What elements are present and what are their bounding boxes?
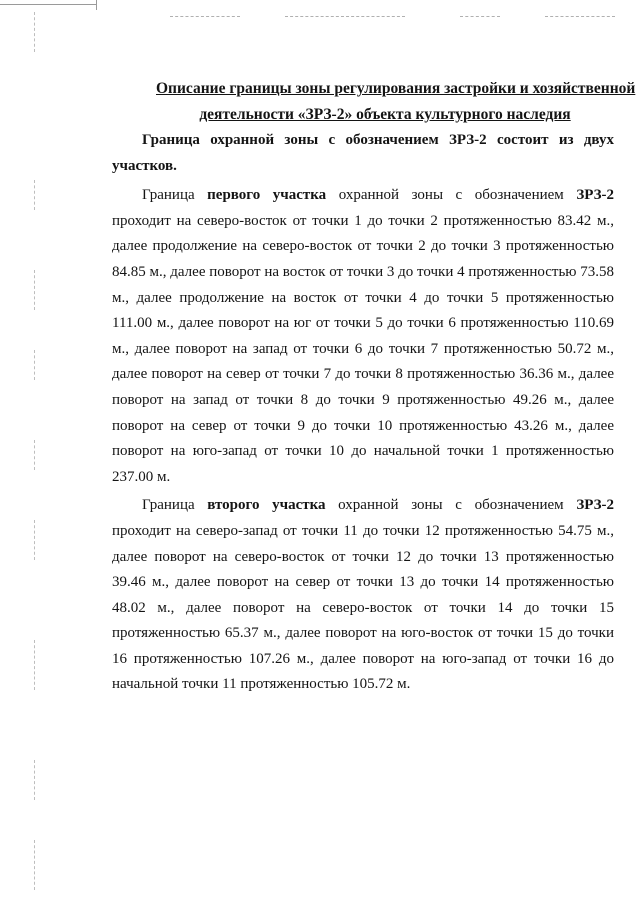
section-2-zone-code: ЗРЗ-2	[576, 497, 614, 514]
scan-margin-dash-f	[34, 520, 35, 560]
scan-margin-dash-i	[34, 840, 35, 890]
document-page	[112, 76, 636, 698]
section-2-part-name: второго участка	[207, 497, 326, 514]
section-1-part-name: первого участка	[207, 187, 327, 204]
section-1-paragraph	[112, 183, 614, 490]
intro-paragraph: Граница охранной зоны с обозначением ЗРЗ-2 состоит из двух участков.	[112, 132, 614, 174]
title-line-1: Описание границы зоны регулирования застройки и хозяйственной	[156, 80, 636, 97]
section-1-middle: охранной зоны с обозначением	[326, 187, 577, 204]
section-2-body: проходит на северо-запад от точки 11 до точки 12 протяженностью 54.75 м., далее поворот на северо-восток от точки 12 до точки 13 протяженностью 39.46 м., далее поворот на север от точки 13 до точки 14 протяженностью 48.02 м., далее поворот на северо-восток от точки 14 до точки 15 протяженностью 65.37 м., далее поворот на юго-восток от точки 15 до точки 16 протяженностью 107.26 м., далее поворот на юго-запад от точки 16 до начальной точки 11 протяженностью 105.72 м.	[112, 522, 614, 693]
section-2-paragraph	[112, 493, 614, 698]
scan-top-line	[0, 4, 96, 5]
scan-margin-dash-a	[34, 12, 35, 52]
scan-margin-dash-d	[34, 350, 35, 380]
scan-margin-dash-e	[34, 440, 35, 470]
scan-top-dash-a	[170, 16, 240, 17]
scan-margin-dash-g	[34, 640, 35, 690]
scan-top-dash-c	[460, 16, 500, 17]
scan-top-dash-b	[285, 16, 405, 17]
section-2-prefix: Граница	[142, 497, 208, 514]
section-1-zone-code: ЗРЗ-2	[576, 187, 615, 204]
scan-margin-dash-c	[34, 270, 35, 310]
section-1-prefix: Граница	[142, 187, 208, 204]
scan-margin-dash-h	[34, 760, 35, 800]
scan-margin-dash-b	[34, 180, 35, 210]
section-1-body: проходит на северо-восток от точки 1 до точки 2 протяженностью 83.42 м., далее продолжение на северо-восток от точки 2 до точки 3 протяженностью 84.85 м., далее поворот на восток от точки 3 до точки 4 протяженностью 73.58 м., далее продолжение на восток от точки 4 до точки 5 протяженностью 111.00 м., далее поворот на юг от точки 5 до точки 6 протяженностью 110.69 м., далее поворот на запад от точки 6 до точки 7 протяженностью 50.72 м., далее поворот на север от точки 7 до точки 8 протяженностью 36.36 м., далее поворот на запад от точки 8 до точки 9 протяженностью 49.26 м., далее поворот на север от точки 9 до точки 10 протяженностью 43.26 м., далее поворот на юго-запад от точки 10 до начальной точки 1 протяженностью 237.00 м.	[112, 212, 614, 485]
scan-top-dash-d	[545, 16, 615, 17]
scan-top-tick	[96, 0, 97, 10]
title-line-2: деятельности «ЗРЗ-2» объекта культурного наследия	[199, 106, 571, 123]
section-2-middle: охранной зоны с обозначением	[325, 497, 577, 514]
